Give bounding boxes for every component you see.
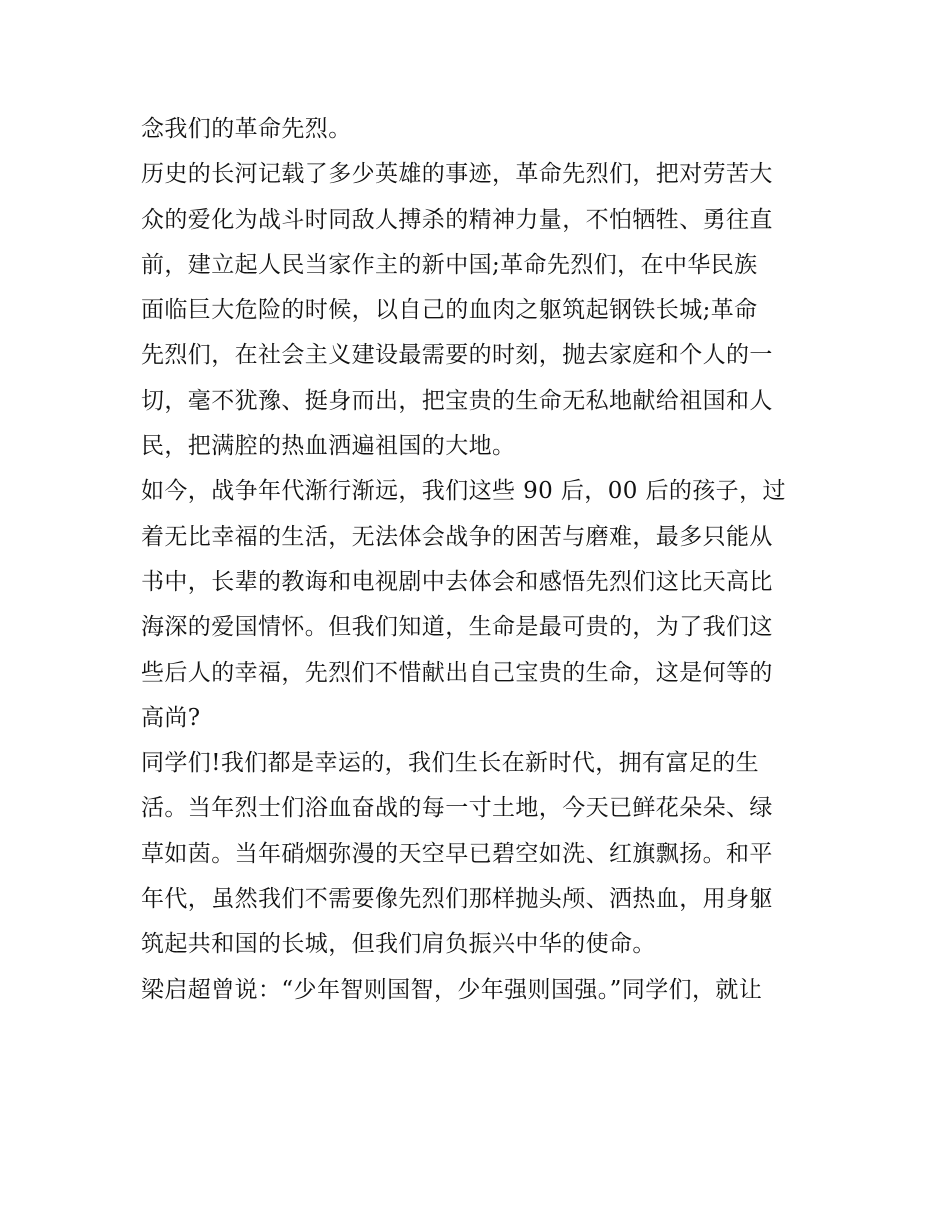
text-line: 切，毫不犹豫、挺身而出，把宝贵的生命无私地献给祖国和人 (141, 387, 773, 414)
text-line: 书中，长辈的教诲和电视剧中去体会和感悟先烈们这比天高比 (141, 568, 773, 595)
text-line: 众的爱化为战斗时同敌人搏杀的精神力量，不怕牺牲、勇往直 (141, 206, 773, 233)
text-line: 草如茵。当年硝烟弥漫的天空早已碧空如洗、红旗飘扬。和平 (141, 840, 773, 867)
text-line: 同学们!我们都是幸运的，我们生长在新时代，拥有富足的生 (141, 750, 760, 777)
text-line: 历史的长河记载了多少英雄的事迹，革命先烈们，把对劳苦大 (141, 161, 773, 188)
text-line: 高尚? (141, 704, 201, 731)
text-line: 前，建立起人民当家作主的新中国;革命先烈们，在中华民族 (141, 251, 758, 278)
text-line: 活。当年烈士们浴血奋战的每一寸土地，今天已鲜花朵朵、绿 (141, 795, 773, 822)
text-line: 梁启超曾说：“少年智则国智，少年强则国强。”同学们，就让 (141, 976, 763, 1003)
text-line: 年代，虽然我们不需要像先烈们那样抛头颅、洒热血，用身躯 (141, 886, 773, 913)
text-line: 先烈们，在社会主义建设最需要的时刻，抛去家庭和个人的一 (141, 342, 773, 369)
text-line: 念我们的革命先烈。 (141, 116, 352, 142)
text-line: 着无比幸福的生活，无法体会战争的困苦与磨难，最多只能从 (141, 523, 773, 550)
text-line: 海深的爱国情怀。但我们知道，生命是最可贵的，为了我们这 (141, 614, 773, 641)
text-line: 如今，战争年代渐行渐远，我们这些 90 后，00 后的孩子，过 (141, 478, 786, 505)
text-line: 筑起共和国的长城，但我们肩负振兴中华的使命。 (141, 931, 656, 958)
text-line: 面临巨大危险的时候，以自己的血肉之躯筑起钢铁长城;革命 (141, 297, 758, 324)
document-body (141, 107, 813, 1013)
text-line: 民，把满腔的热血洒遍祖国的大地。 (141, 433, 516, 460)
text-line: 些后人的幸福，先烈们不惜献出自己宝贵的生命，这是何等的 (141, 659, 773, 686)
